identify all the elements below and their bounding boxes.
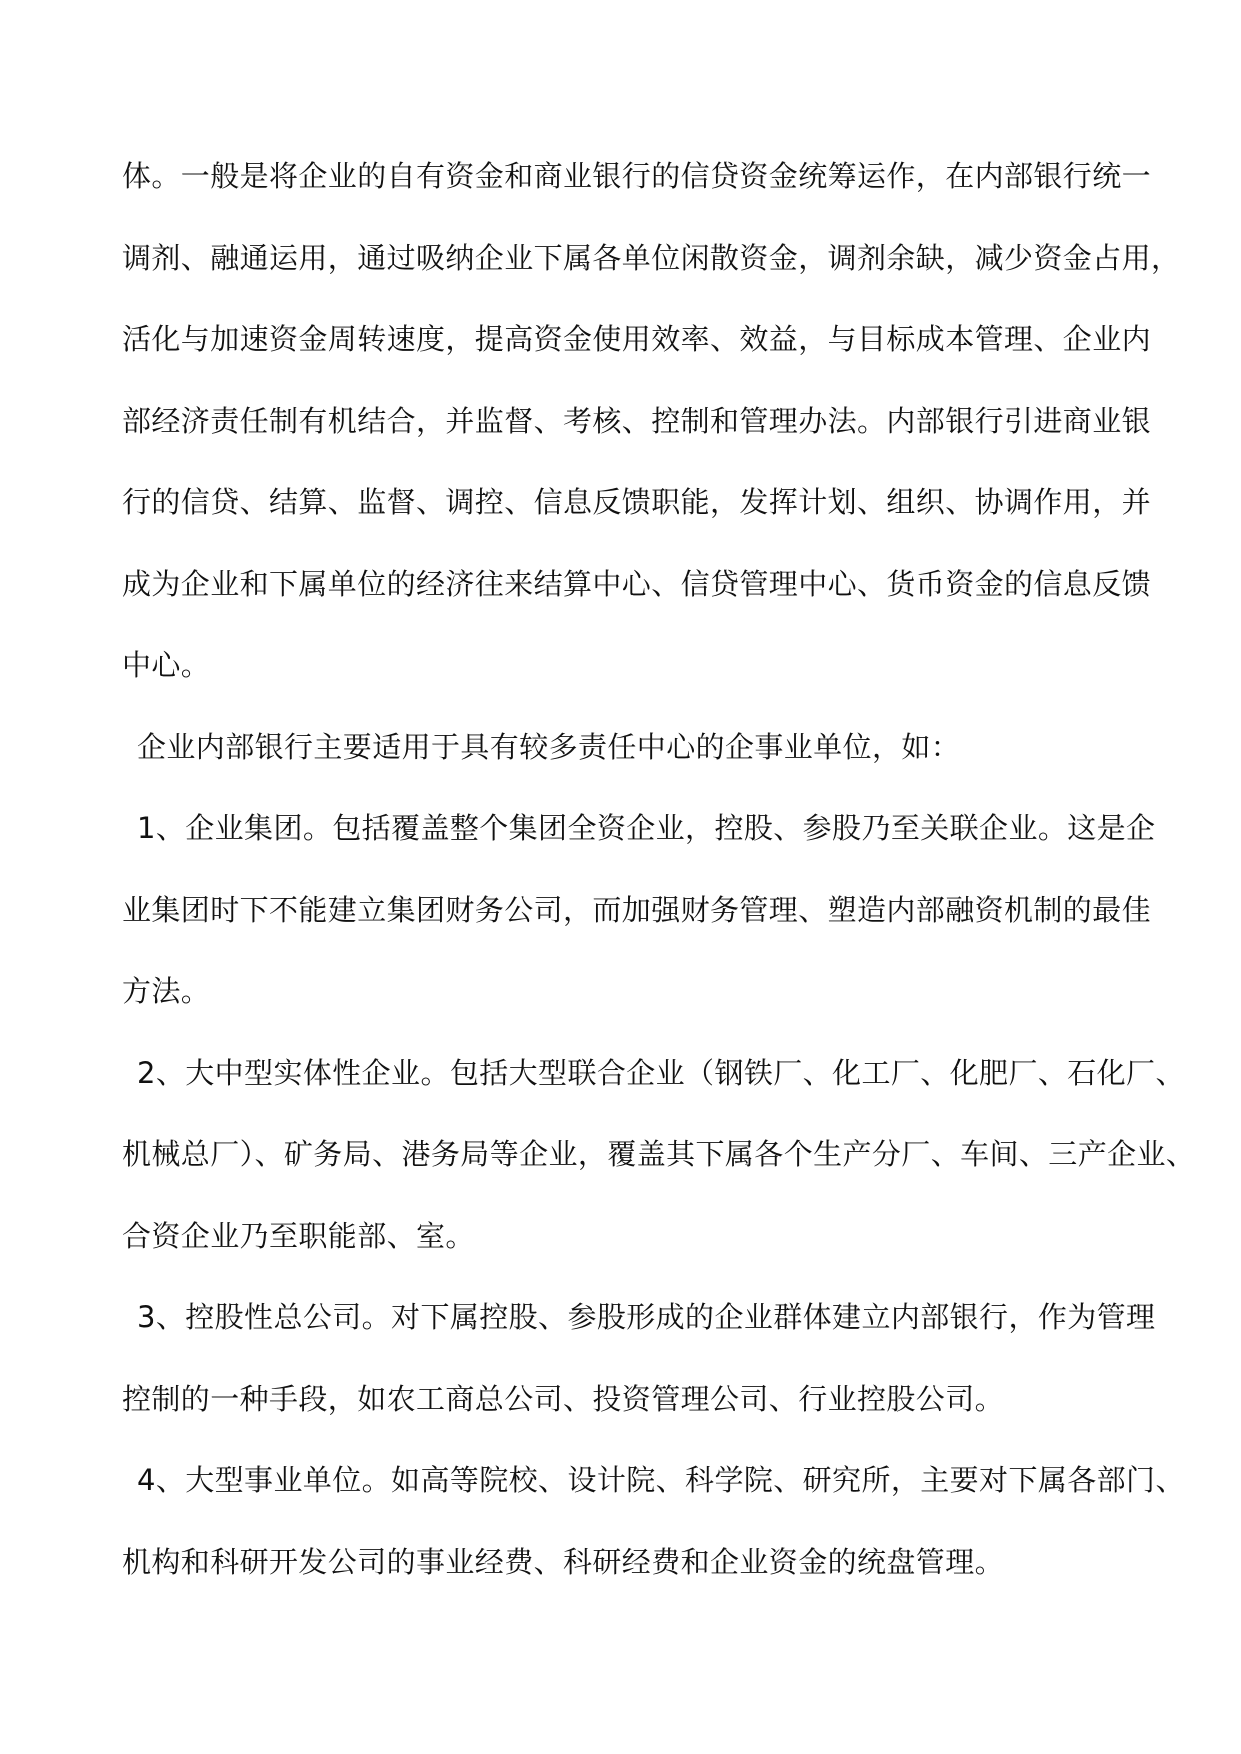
text-line: 企业内部银行主要适用于具有较多责任中心的企事业单位，如： (137, 729, 961, 764)
text-line: 成为企业和下属单位的经济往来结算中心、信贷管理中心、货币资金的信息反馈 (122, 566, 1152, 601)
text-line: 调剂、融通运用，通过吸纳企业下属各单位闲散资金，调剂余缺，减少资金占用， (122, 240, 1181, 275)
text-line: 中心。 (122, 648, 211, 682)
text-line: 业集团时下不能建立集团财务公司，而加强财务管理、塑造内部融资机制的最佳 (122, 892, 1152, 927)
text-line: 2、大中型实体性企业。包括大型联合企业（钢铁厂、化工厂、化肥厂、石化厂、 (137, 1055, 1185, 1090)
text-line: 机械总厂）、矿务局、港务局等企业，覆盖其下属各个生产分厂、车间、三产企业、 (122, 1137, 1196, 1171)
text-line: 3、控股性总公司。对下属控股、参股形成的企业群体建立内部银行，作为管理 (137, 1300, 1156, 1334)
text-line: 体。一般是将企业的自有资金和商业银行的信贷资金统筹运作，在内部银行统一 (122, 159, 1152, 193)
document-body (122, 158, 1196, 1625)
text-line: 4、大型事业单位。如高等院校、设计院、科学院、研究所，主要对下属各部门、 (137, 1463, 1185, 1497)
text-line: 部经济责任制有机结合，并监督、考核、控制和管理办法。内部银行引进商业银 (122, 403, 1152, 438)
text-line: 活化与加速资金周转速度，提高资金使用效率、效益，与目标成本管理、企业内 (122, 322, 1152, 356)
text-line: 行的信贷、结算、监督、调控、信息反馈职能，发挥计划、组织、协调作用，并 (122, 485, 1152, 519)
text-line: 控制的一种手段，如农工商总公司、投资管理公司、行业控股公司。 (122, 1381, 1005, 1416)
text-line: 合资企业乃至职能部、室。 (122, 1218, 475, 1253)
text-line: 方法。 (122, 974, 211, 1008)
text-line: 机构和科研开发公司的事业经费、科研经费和企业资金的统盘管理。 (122, 1544, 1005, 1579)
text-line: 1、企业集团。包括覆盖整个集团全资企业，控股、参股乃至关联企业。这是企 (137, 811, 1156, 845)
